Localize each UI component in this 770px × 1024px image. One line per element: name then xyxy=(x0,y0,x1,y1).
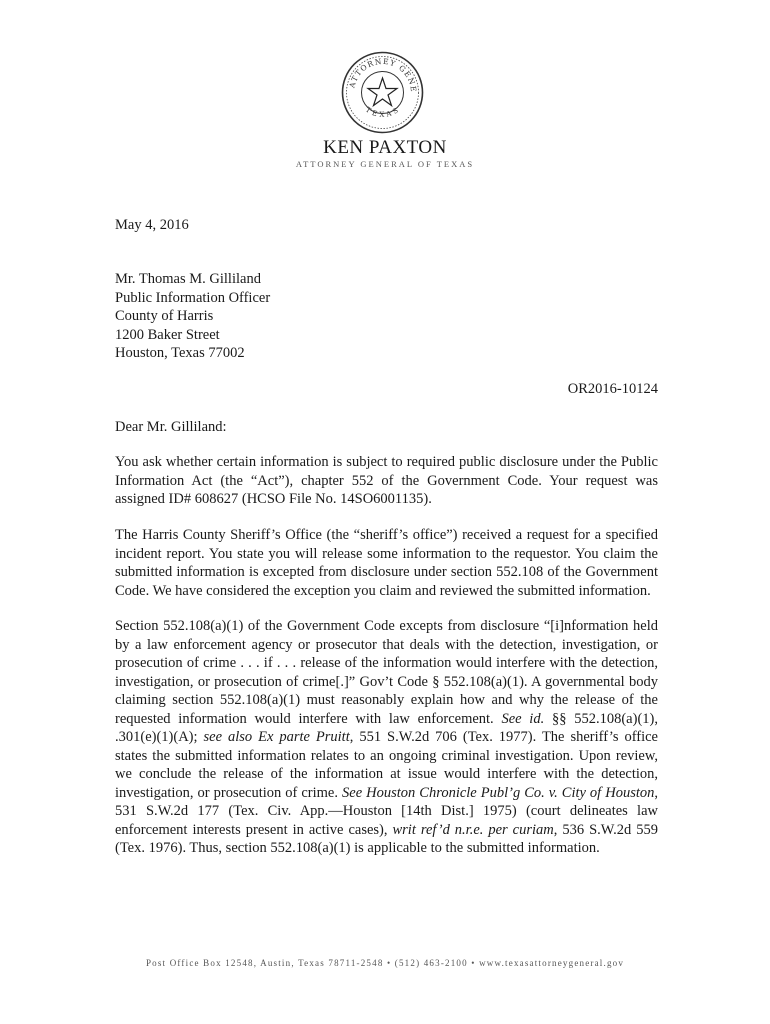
address-line: Mr. Thomas M. Gilliland xyxy=(115,271,261,287)
seal-text-bottom: TEXAS xyxy=(363,105,401,119)
paragraph-3 xyxy=(115,617,658,858)
paragraph-3-text: §§ 552.108(a)(1), .301(e)(1)(A); xyxy=(115,710,658,745)
citation-italic: See id. xyxy=(501,710,545,727)
address-line: Houston, Texas 77002 xyxy=(115,345,245,361)
paragraph-3-text: , 551 S.W.2d 706 (Tex. 1977). The sheriff’s office states the submitted information relates to an ongoing criminal investigation. Upon review, we conclude the release of the information at issue would interfere with the detection, investigation, or prosecution of crime. xyxy=(115,729,658,801)
paragraph-3-text: , 536 S.W.2d 559 (Tex. 1976). Thus, section 552.108(a)(1) is applicable to the submitted information. xyxy=(115,821,659,856)
footer-contact: Post Office Box 12548, Austin, Texas 78711-2548 • (512) 463-2100 • www.texasattorneygeneral.gov xyxy=(145,958,625,968)
svg-text:TEXAS xyxy=(364,106,401,119)
address-line: Public Information Officer xyxy=(115,289,271,306)
attorney-general-seal-icon xyxy=(340,50,425,135)
letter-date: May 4, 2016 xyxy=(115,217,189,233)
recipient-address xyxy=(115,270,658,363)
paragraph-1: You ask whether certain information is subject to required public disclosure under the Public Information Act (the “Act”), chapter 552 of the Government Code. Your request was assigned ID# 608627 (HCSO File No. 14SO6001135). xyxy=(115,454,658,507)
seal-text-top: ATTORNEY GENE xyxy=(347,56,419,94)
citation-italic: writ ref’d n.r.e. per curiam xyxy=(392,821,554,838)
paragraph-3-text: Section 552.108(a)(1) of the Government Code excepts from disclosure “[i]nformation held by a law enforcement agency or prosecutor that deals with the detection, investigation, or prosecution of crime . . . if . . . release of the information would interfere with the detection, investigation, or prosecution of crime[.]” Gov’t Code § 552.108(a)(1). A governmental body claiming section 552.108(a)(1) must reasonably explain how and why the release of the requested information would interfere with law enforcement. xyxy=(115,618,658,727)
paragraph-2: The Harris County Sheriff’s Office (the “sheriff’s office”) received a request for a specified incident report. You state you will release some information to the requestor. You claim the submitted information is excepted from disclosure under section 552.108 of the Government Code. We have considered the exception you claim and reviewed the submitted information. xyxy=(115,527,658,599)
letterhead-title: ATTORNEY GENERAL OF TEXAS xyxy=(295,159,475,169)
address-line: 1200 Baker Street xyxy=(115,326,220,343)
paragraph-3-text: , 531 S.W.2d 177 (Tex. Civ. App.—Houston [14th Dist.] 1975) (court delineates law enforcement interests present in active cases), xyxy=(115,784,658,838)
citation-italic: see also Ex parte Pruitt xyxy=(203,729,350,745)
address-line: County of Harris xyxy=(115,308,214,324)
citation-italic: See Houston Chronicle Publ’g Co. v. City of Houston xyxy=(342,784,655,801)
salutation: Dear Mr. Gilliland: xyxy=(115,419,227,435)
reference-number: OR2016-10124 xyxy=(567,381,658,397)
letterhead-name: KEN PAXTON xyxy=(323,137,447,158)
